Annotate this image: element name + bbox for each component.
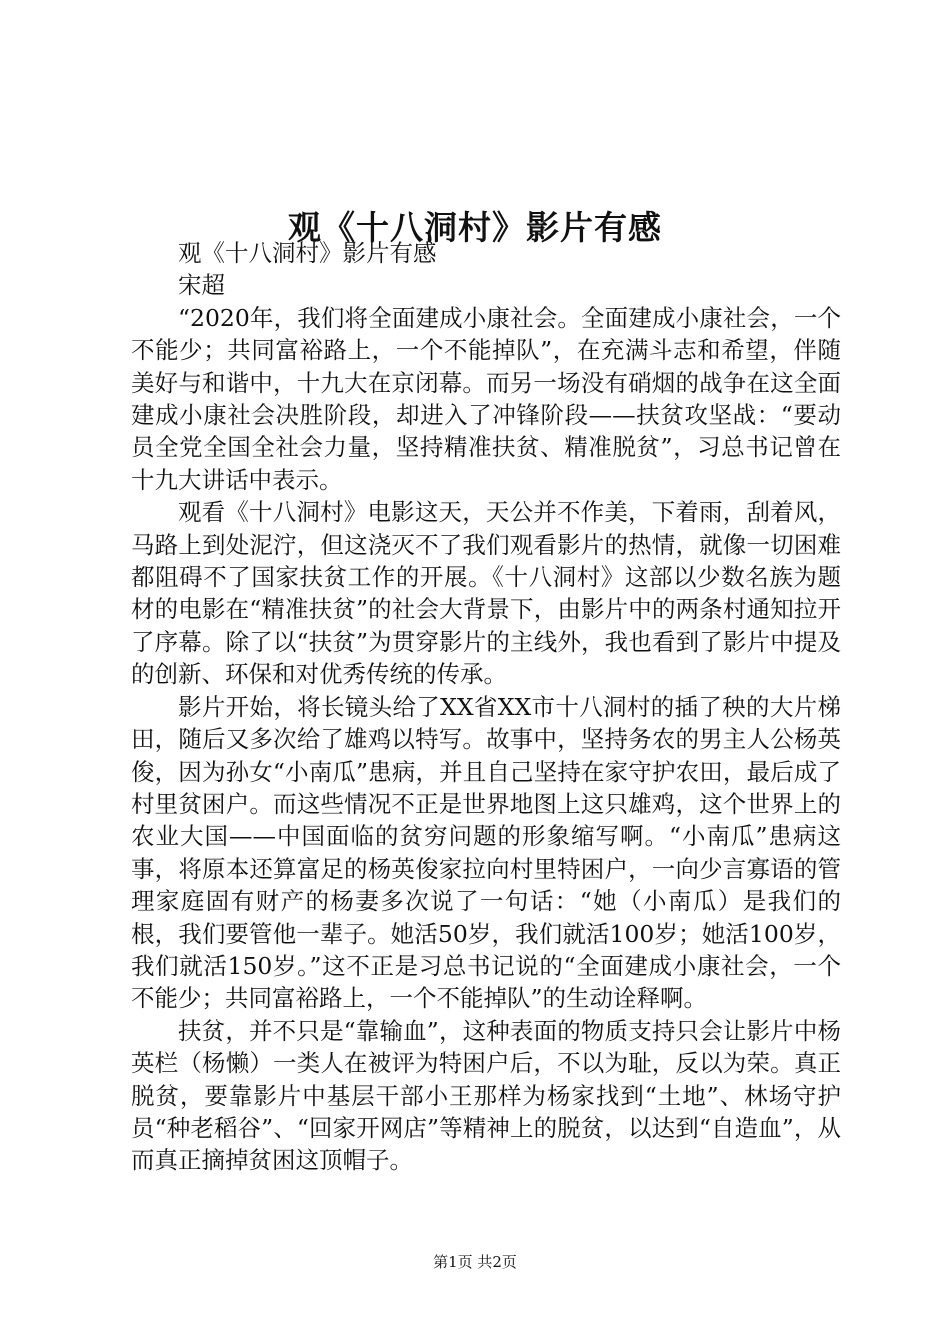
- page-footer: 第1页 共2页: [433, 1253, 517, 1271]
- body-paragraph: 观看《十八洞村》电影这天，天公并不作美，下着雨，刮着风，马路上到处泥泞，但这浇灭不了我们观看影片的热情，就像一切困难都阻碍不了国家扶贫工作的开展。《十八洞村》这部以少数名族为题材的电影在“精准扶贫”的社会大背景下，由影片中的两条村通知拉开了序幕。除了以“扶贫”为贯穿影片的主线外，我也看到了影片中提及的创新、环保和对优秀传统的传承。: [131, 498, 841, 689]
- author-paragraph: 宋超: [178, 271, 225, 300]
- body-paragraph: 影片开始，将长镜头给了XX省XX市十八洞村的插了秧的大片梯田，随后又多次给了雄鸡以特写。故事中，坚持务农的男主人公杨英俊，因为孙女“小南瓜”患病，并且自己坚持在家守护农田，最后成了村里贫困户。而这些情况不正是世界地图上这只雄鸡，这个世界上的农业大国——中国面临的贫穷问题的形象缩写啊。“小南瓜”患病这事，将原本还算富足的杨英俊家拉向村里特困户，一向少言寡语的管理家庭固有财产的杨妻多次说了一句话：“她（小南瓜）是我们的根，我们要管他一辈子。她活50岁，我们就活100岁；她活100岁，我们就活150岁。”这不正是习总书记说的“全面建成小康社会，一个不能少；共同富裕路上，一个不能掉队”的生动诠释啊。: [131, 692, 841, 1013]
- body-paragraph: “2020年，我们将全面建成小康社会。全面建成小康社会，一个不能少；共同富裕路上，一个不能掉队”，在充满斗志和希望，伴随美好与和谐中，十九大在京闭幕。而另一场没有硝烟的战争在这全面建成小康社会决胜阶段，却进入了冲锋阶段——扶贫攻坚战：“要动员全党全国全社会力量，坚持精准扶贫、精准脱贫”，习总书记曾在十九大讲话中表示。: [131, 303, 841, 494]
- body-paragraph: 扶贫，并不只是“靠输血”，这种表面的物质支持只会让影片中杨英栏（杨懒）一类人在被评为特困户后，不以为耻，反以为荣。真正脱贫，要靠影片中基层干部小王那样为杨家找到“土地”、林场守护员“种老稻谷”、“回家开网店”等精神上的脱贫，以达到“自造血”，从而真正摘掉贫困这顶帽子。: [131, 1016, 841, 1175]
- subtitle-paragraph: 观《十八洞村》影片有感: [178, 239, 437, 267]
- document-body: [131, 237, 841, 1177]
- document-title: 观《十八洞村》影片有感: [288, 208, 662, 248]
